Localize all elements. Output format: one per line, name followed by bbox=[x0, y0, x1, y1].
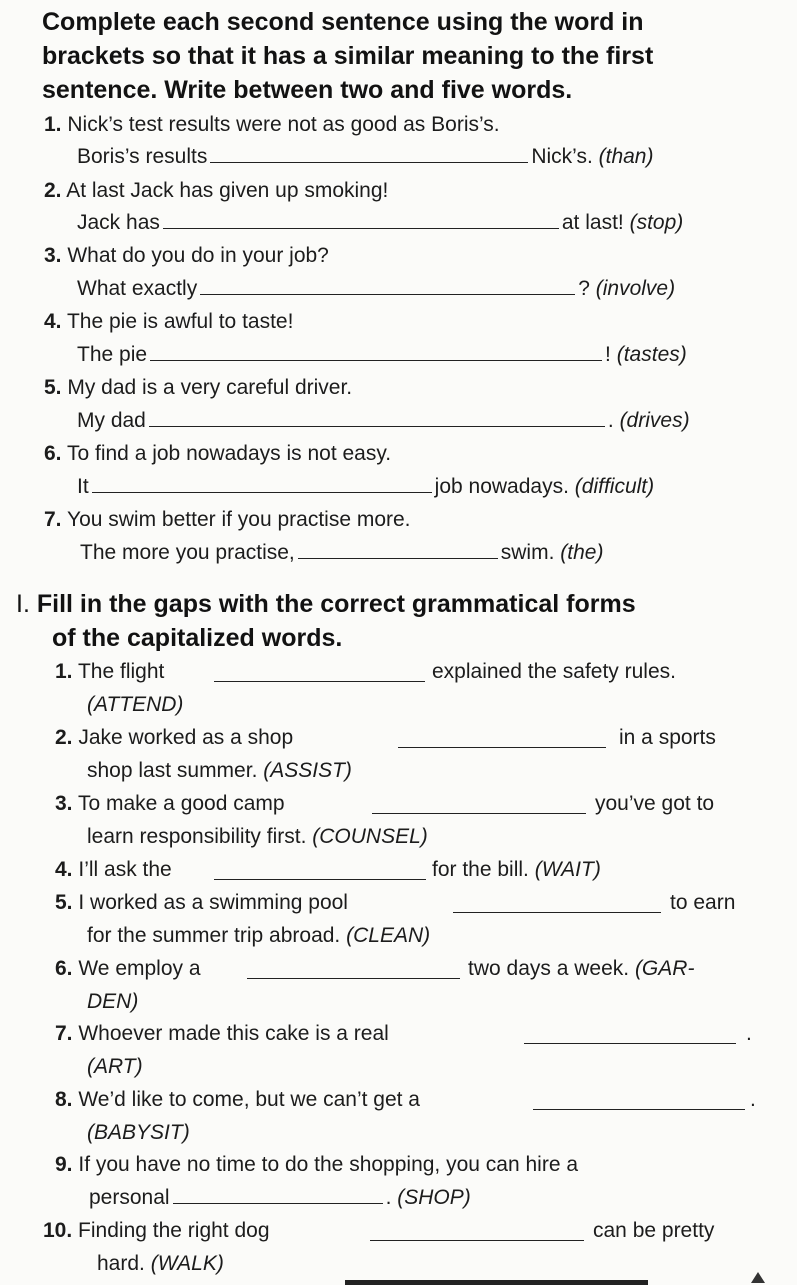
sentence-text: to earn bbox=[670, 891, 736, 914]
s1-item-7-original bbox=[44, 505, 411, 535]
s1-item-6-rewrite bbox=[77, 472, 654, 502]
s1-item-5-rewrite bbox=[77, 406, 690, 436]
item-number: 3. bbox=[55, 792, 73, 815]
item-number: 5. bbox=[55, 891, 73, 914]
sentence-text: learn responsibility first. bbox=[87, 825, 307, 848]
s1-item-4-rewrite bbox=[77, 340, 687, 370]
sentence-text: hard. bbox=[97, 1252, 145, 1275]
section-marker: I. bbox=[16, 590, 30, 618]
rewrite-end: job nowadays. bbox=[434, 475, 569, 498]
item-number: 10. bbox=[43, 1219, 73, 1242]
item-number: 2. bbox=[55, 726, 73, 749]
answer-gap[interactable] bbox=[173, 1186, 383, 1204]
answer-gap[interactable] bbox=[149, 409, 605, 427]
rewrite-end: swim. bbox=[500, 541, 555, 564]
answer-gap[interactable] bbox=[247, 961, 460, 979]
sentence-text: The flight bbox=[77, 660, 165, 683]
key-word: (the) bbox=[560, 541, 604, 564]
s1-item-3-rewrite bbox=[77, 274, 675, 304]
source-word: (COUNSEL) bbox=[312, 825, 428, 848]
s2-item-2-line1 bbox=[55, 723, 293, 753]
key-word: (than) bbox=[598, 145, 654, 168]
item-number: 1. bbox=[55, 660, 73, 683]
section1-heading-line2: brackets so that it has a similar meaning to the first bbox=[42, 42, 654, 70]
source-word: (ATTEND) bbox=[87, 693, 184, 716]
rewrite-end: ? bbox=[578, 277, 590, 300]
s2-item-10-line2 bbox=[97, 1249, 224, 1279]
sentence-text: We’d like to come, but we can’t get a bbox=[78, 1088, 420, 1111]
rewrite-start: It bbox=[77, 475, 89, 498]
s1-item-5-original bbox=[44, 373, 352, 403]
rewrite-start: What exactly bbox=[77, 277, 198, 300]
sentence-text: . bbox=[385, 1186, 392, 1209]
bottom-rule bbox=[345, 1280, 648, 1285]
item-number: 9. bbox=[55, 1153, 73, 1176]
source-word: (ASSIST) bbox=[263, 759, 352, 782]
sentence-text: . bbox=[746, 1022, 752, 1045]
original-sentence: To find a job nowadays is not easy. bbox=[66, 442, 392, 465]
sentence-text: We employ a bbox=[78, 957, 201, 980]
source-word: DEN) bbox=[87, 990, 139, 1013]
source-word: (WAIT) bbox=[534, 858, 601, 881]
section2-heading-line1 bbox=[16, 590, 636, 619]
s1-item-4-original bbox=[44, 307, 293, 337]
original-sentence: My dad is a very careful driver. bbox=[67, 376, 353, 399]
answer-gap[interactable] bbox=[200, 277, 575, 295]
s2-item-1-line1 bbox=[55, 657, 164, 687]
s1-item-6-original bbox=[44, 439, 391, 469]
source-word: (WALK) bbox=[150, 1252, 224, 1275]
sentence-text: two days a week. bbox=[468, 957, 630, 980]
rewrite-start: The pie bbox=[77, 343, 148, 366]
sentence-text: can be pretty bbox=[593, 1219, 715, 1242]
answer-gap[interactable] bbox=[524, 1026, 736, 1044]
sentence-text: If you have no time to do the shopping, you can hire a bbox=[78, 1153, 579, 1176]
key-word: (stop) bbox=[629, 211, 684, 234]
item-number: 7. bbox=[55, 1022, 73, 1045]
rewrite-end: . bbox=[607, 409, 614, 432]
item-number: 5. bbox=[44, 376, 62, 399]
s2-item-6-line1 bbox=[55, 954, 201, 984]
rewrite-end: at last! bbox=[561, 211, 624, 234]
answer-gap[interactable] bbox=[298, 541, 498, 559]
item-number: 1. bbox=[44, 113, 62, 136]
item-number: 2. bbox=[44, 179, 62, 202]
sentence-text: Finding the right dog bbox=[78, 1219, 270, 1242]
answer-gap[interactable] bbox=[372, 796, 586, 814]
answer-gap[interactable] bbox=[214, 862, 426, 880]
answer-gap[interactable] bbox=[370, 1223, 584, 1241]
source-word: (CLEAN) bbox=[346, 924, 431, 947]
s2-item-6-line1-end bbox=[468, 954, 694, 984]
source-word: (BABYSIT) bbox=[87, 1121, 190, 1144]
rewrite-start: The more you practise, bbox=[80, 541, 295, 564]
s2-item-5-line1 bbox=[55, 888, 348, 918]
sentence-text: in a sports bbox=[619, 726, 716, 749]
sentence-text: for the bill. bbox=[432, 858, 529, 881]
original-sentence: What do you do in your job? bbox=[67, 244, 329, 267]
answer-gap[interactable] bbox=[453, 895, 661, 913]
source-word: (SHOP) bbox=[397, 1186, 471, 1209]
sentence-text: I’ll ask the bbox=[78, 858, 172, 881]
triangle-icon bbox=[751, 1272, 765, 1283]
original-sentence: Nick’s test results were not as good as Boris’s. bbox=[67, 113, 500, 136]
item-number: 7. bbox=[44, 508, 62, 531]
answer-gap[interactable] bbox=[533, 1092, 745, 1110]
s1-item-3-original bbox=[44, 241, 329, 271]
rewrite-end: ! bbox=[605, 343, 611, 366]
s2-item-4-line1-end bbox=[432, 855, 601, 885]
answer-gap[interactable] bbox=[398, 730, 606, 748]
source-word: (ART) bbox=[87, 1055, 143, 1078]
sentence-text: personal bbox=[89, 1186, 170, 1209]
item-number: 8. bbox=[55, 1088, 73, 1111]
source-word: (GAR- bbox=[634, 957, 695, 980]
s1-item-7-rewrite bbox=[80, 538, 603, 568]
rewrite-start: Jack has bbox=[77, 211, 160, 234]
s2-item-3-line1 bbox=[55, 789, 285, 819]
sentence-text: . bbox=[750, 1088, 756, 1111]
original-sentence: You swim better if you practise more. bbox=[66, 508, 411, 531]
s2-item-4-line1 bbox=[55, 855, 172, 885]
original-sentence: The pie is awful to taste! bbox=[66, 310, 294, 333]
s2-item-9-line2 bbox=[89, 1183, 471, 1213]
answer-gap[interactable] bbox=[214, 664, 425, 682]
sentence-text: for the summer trip abroad. bbox=[87, 924, 341, 947]
sentence-text: To make a good camp bbox=[77, 792, 285, 815]
section2-heading-line2: of the capitalized words. bbox=[52, 624, 343, 652]
key-word: (tastes) bbox=[616, 343, 687, 366]
s2-item-8-line1 bbox=[55, 1085, 420, 1115]
rewrite-start: Boris’s results bbox=[77, 145, 208, 168]
s2-item-2-line2 bbox=[87, 756, 352, 786]
sentence-text: Whoever made this cake is a real bbox=[78, 1022, 389, 1045]
key-word: (difficult) bbox=[574, 475, 655, 498]
sentence-text: Jake worked as a shop bbox=[78, 726, 294, 749]
rewrite-end: Nick’s. bbox=[531, 145, 593, 168]
item-number: 6. bbox=[55, 957, 73, 980]
sentence-text: explained the safety rules. bbox=[432, 660, 676, 683]
key-word: (involve) bbox=[595, 277, 676, 300]
sentence-text: you’ve got to bbox=[595, 792, 715, 815]
answer-gap[interactable] bbox=[210, 145, 528, 163]
s2-item-10-line1 bbox=[43, 1216, 270, 1246]
s1-item-2-original bbox=[44, 176, 388, 206]
rewrite-start: My dad bbox=[77, 409, 146, 432]
answer-gap[interactable] bbox=[163, 211, 559, 229]
item-number: 4. bbox=[55, 858, 73, 881]
s2-item-7-line1 bbox=[55, 1019, 389, 1049]
original-sentence: At last Jack has given up smoking! bbox=[66, 179, 389, 202]
s2-item-5-line2 bbox=[87, 921, 430, 951]
s2-item-9-line1 bbox=[55, 1150, 578, 1180]
s1-item-2-rewrite bbox=[77, 208, 683, 238]
s2-item-3-line2 bbox=[87, 822, 428, 852]
item-number: 4. bbox=[44, 310, 62, 333]
s1-item-1-original bbox=[44, 110, 500, 140]
answer-gap[interactable] bbox=[92, 475, 432, 493]
answer-gap[interactable] bbox=[150, 343, 602, 361]
section1-heading-line3: sentence. Write between two and five words. bbox=[42, 76, 573, 104]
s1-item-1-rewrite bbox=[77, 142, 653, 172]
key-word: (drives) bbox=[619, 409, 690, 432]
sentence-text: shop last summer. bbox=[87, 759, 258, 782]
item-number: 3. bbox=[44, 244, 62, 267]
sentence-text: I worked as a swimming pool bbox=[78, 891, 348, 914]
item-number: 6. bbox=[44, 442, 62, 465]
heading-text: Fill in the gaps with the correct grammatical forms bbox=[36, 590, 636, 618]
section1-heading-line1: Complete each second sentence using the word in bbox=[42, 8, 644, 36]
